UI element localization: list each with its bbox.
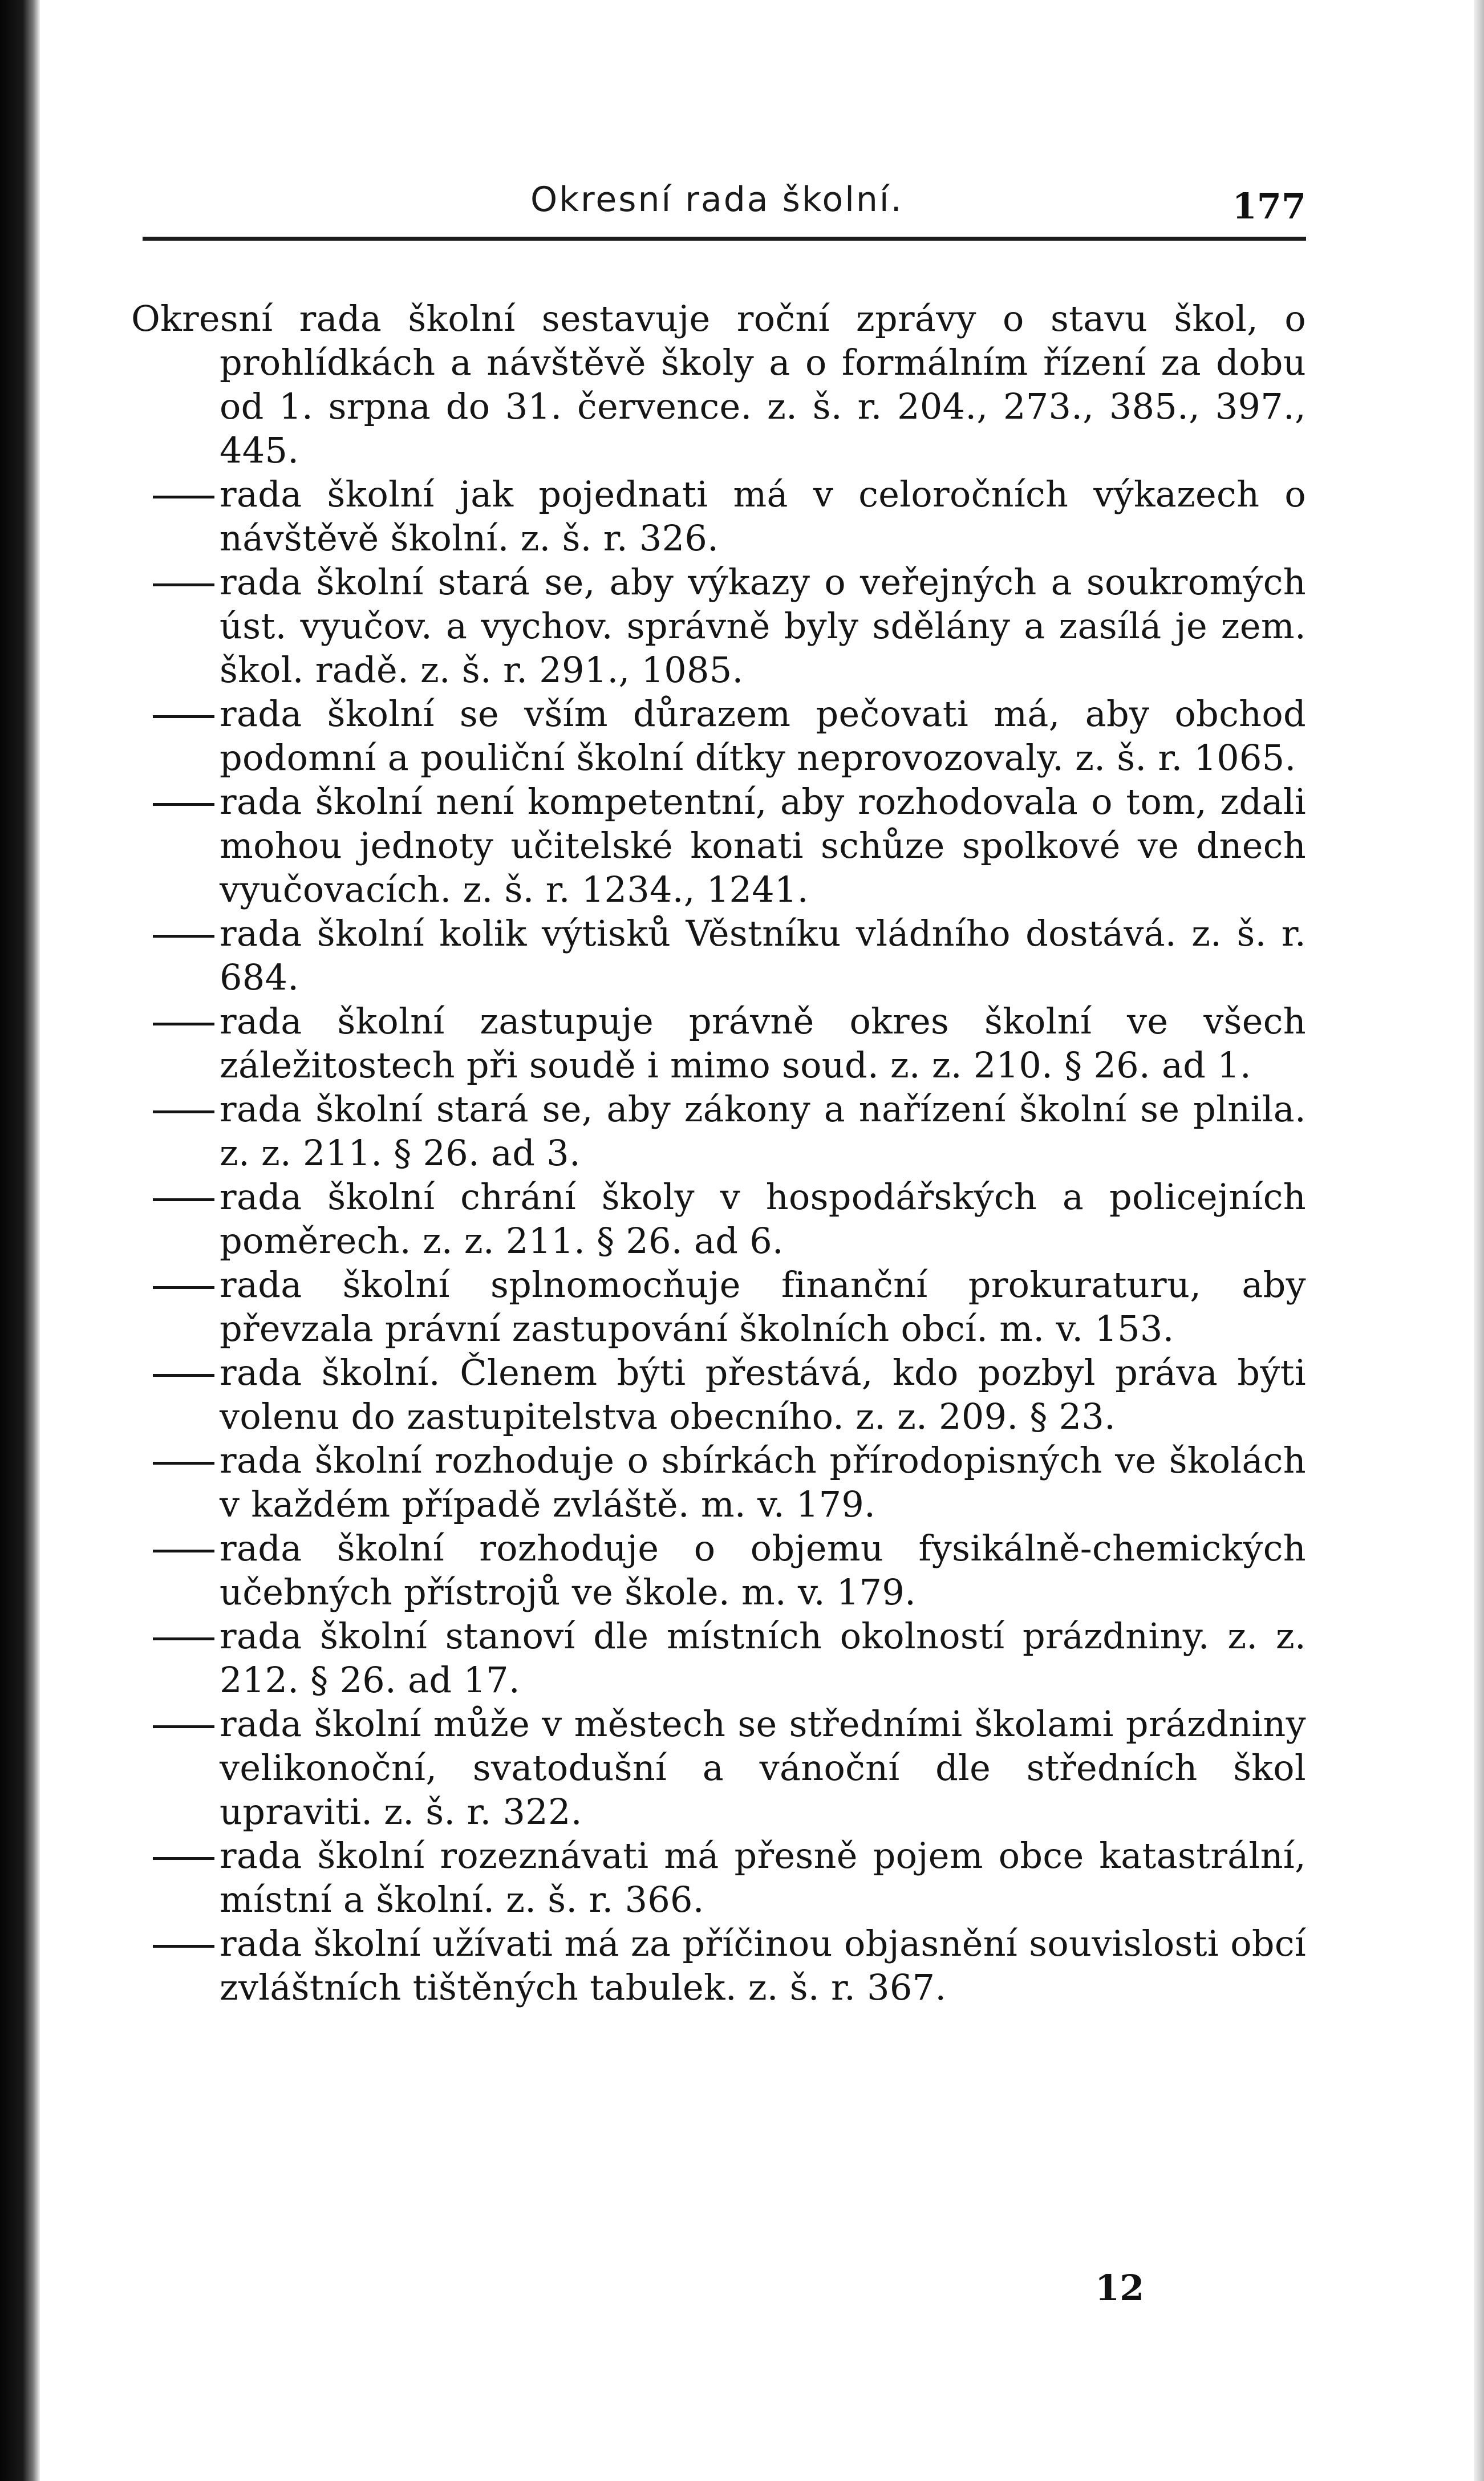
index-entry [131,999,1306,1087]
entry-dash [131,911,220,955]
book-page [131,0,1306,2481]
scan-edge-right [1474,0,1484,2481]
entry-dash [131,1702,220,1746]
entry-dash [131,1834,220,1878]
signature-mark: 12 [1095,2267,1145,2309]
entry-text: rada školní. Členem býti přestává, kdo pozbyl práva býti volenu do zastupitelstva obecního. z. z. 209. § 23. [220,1352,1306,1437]
entry-dash [131,692,220,736]
index-entry [131,297,1306,472]
entry-text: rada školní rozeznávati má přesně pojem obce katastrální, místní a školní. z. š. r. 366. [220,1835,1306,1920]
page-number: 177 [1232,185,1306,227]
entry-text: rada školní stanoví dle místních okolností prázdniny. z. z. 212. § 26. ad 17. [220,1615,1306,1701]
entry-dash [131,1526,220,1570]
entry-text: rada školní rozhoduje o objemu fysikálně-chemických učebných přístrojů ve škole. m. v. 179. [220,1527,1306,1613]
entry-text: rada školní splnomocňuje finanční prokuraturu, aby převzala právní zastupování školních obcí. m. v. 153. [220,1264,1306,1349]
entry-dash [131,1175,220,1219]
entry-dash [131,560,220,604]
entry-text: rada školní užívati má za příčinou objasnění souvislosti obcí zvláštních tištěných tabulek. z. š. r. 367. [220,1923,1306,2008]
index-entries [131,297,1306,2009]
entry-text: rada školní stará se, aby zákony a nařízení školní se plnila. z. z. 211. § 26. ad 3. [220,1088,1306,1174]
entry-dash [131,1087,220,1131]
header-rule [143,237,1306,241]
index-entry [131,472,1306,560]
entry-text: Okresní rada školní sestavuje roční zprávy o stavu škol, o prohlídkách a návštěvě školy a o formálním řízení za dobu od 1. srpna do 31. července. z. š. r. 204., 273., 385., 397., 445. [131,298,1306,471]
entry-text: rada školní rozhoduje o sbírkách přírodopisných ve školách v každém případě zvláště. m. v. 179. [220,1440,1306,1525]
index-entry [131,692,1306,780]
running-head [131,174,1306,237]
entry-dash [131,1351,220,1394]
entry-dash [131,1438,220,1482]
entry-dash [131,999,220,1043]
entry-text: rada školní stará se, aby výkazy o veřejných a soukromých úst. vyučov. a vychov. správně byly sdělány a zasílá je zem. škol. radě. z. š. r. 291., 1085. [220,561,1306,691]
scan-edge-left [0,0,40,2481]
entry-dash [131,1263,220,1307]
index-entry [131,560,1306,692]
index-entry [131,1702,1306,1834]
entry-text: rada školní není kompetentní, aby rozhodovala o tom, zdali mohou jednoty učitelské konati schůze spolkové ve dnech vyučovacích. z. š. r. 1234., 1241. [220,781,1306,910]
entry-text: rada školní jak pojednati má v celoročních výkazech o návštěvě školní. z. š. r. 326. [220,473,1306,559]
entry-dash [131,780,220,824]
entry-text: rada školní zastupuje právně okres školní ve všech záležitostech při soudě i mimo soud. z. z. 210. § 26. ad 1. [220,1000,1306,1086]
entry-dash [131,1921,220,1965]
entry-dash [131,472,220,516]
entry-dash [131,1614,220,1658]
index-entry [131,1834,1306,1921]
index-entry [131,911,1306,999]
entry-text: rada školní může v městech se středními školami prázdniny velikonoční, svatodušní a vánoční dle středních škol upraviti. z. š. r. 322. [220,1703,1306,1833]
index-entry [131,1438,1306,1526]
index-entry [131,1087,1306,1175]
index-entry [131,1614,1306,1702]
index-entry [131,1921,1306,2009]
index-entry [131,1351,1306,1438]
entry-text: rada školní kolik výtisků Věstníku vládního dostává. z. š. r. 684. [220,913,1306,998]
entry-text: rada školní chrání školy v hospodářských a policejních poměrech. z. z. 211. § 26. ad 6. [220,1176,1306,1262]
entry-text: rada školní se vším důrazem pečovati má, aby obchod podomní a pouliční školní dítky neprovozovaly. z. š. r. 1065. [220,693,1306,779]
running-head-title: Okresní rada školní. [530,180,903,220]
index-entry [131,1175,1306,1263]
index-entry [131,1263,1306,1351]
index-entry [131,780,1306,911]
index-entry [131,1526,1306,1614]
